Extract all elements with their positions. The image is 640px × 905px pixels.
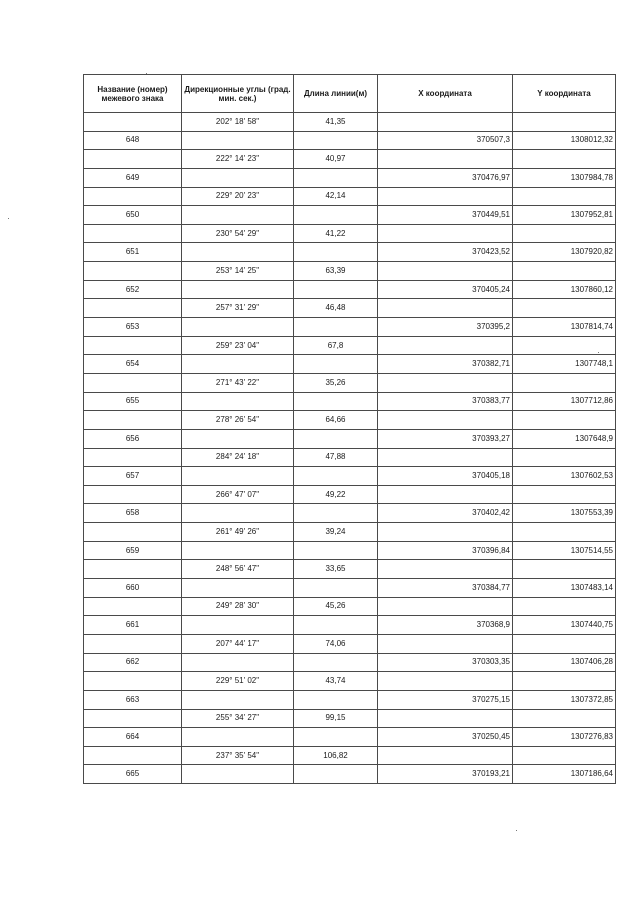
cell-point-name: 649 [84, 168, 182, 187]
cell-y-coordinate: 1307748,1 [513, 355, 616, 374]
cell-line-length: 46,48 [294, 299, 378, 318]
cell-point-name [84, 411, 182, 430]
cell-point-name [84, 597, 182, 616]
cell-direction-angle [182, 765, 294, 784]
cell-line-length [294, 318, 378, 337]
cell-line-length: 49,22 [294, 485, 378, 504]
cell-point-name [84, 113, 182, 132]
cell-direction-angle: 259° 23' 04" [182, 336, 294, 355]
cell-point-name: 663 [84, 690, 182, 709]
cell-y-coordinate: 1307952,81 [513, 206, 616, 225]
cell-x-coordinate [378, 634, 513, 653]
cell-x-coordinate [378, 672, 513, 691]
cell-direction-angle [182, 690, 294, 709]
cell-x-coordinate: 370275,15 [378, 690, 513, 709]
segment-row [84, 187, 616, 206]
cell-point-name: 655 [84, 392, 182, 411]
cell-direction-angle [182, 318, 294, 337]
cell-point-name: 665 [84, 765, 182, 784]
cell-direction-angle: 278° 26' 54" [182, 411, 294, 430]
cell-y-coordinate [513, 709, 616, 728]
point-row [84, 355, 616, 374]
cell-x-coordinate [378, 187, 513, 206]
cell-y-coordinate: 1308012,32 [513, 131, 616, 150]
cell-x-coordinate: 370383,77 [378, 392, 513, 411]
cell-line-length: 99,15 [294, 709, 378, 728]
cell-y-coordinate: 1307276,83 [513, 728, 616, 747]
cell-direction-angle: 207° 44' 17" [182, 634, 294, 653]
cell-x-coordinate: 370382,71 [378, 355, 513, 374]
segment-row [84, 709, 616, 728]
cell-direction-angle: 248° 56' 47" [182, 560, 294, 579]
cell-x-coordinate: 370396,84 [378, 541, 513, 560]
cell-point-name [84, 224, 182, 243]
cell-x-coordinate [378, 411, 513, 430]
cell-x-coordinate [378, 523, 513, 542]
point-row [84, 429, 616, 448]
segment-row [84, 597, 616, 616]
scan-speck [146, 73, 147, 74]
cell-point-name [84, 746, 182, 765]
cell-line-length [294, 690, 378, 709]
cell-line-length [294, 131, 378, 150]
cell-point-name: 664 [84, 728, 182, 747]
cell-direction-angle [182, 579, 294, 598]
cell-direction-angle [182, 429, 294, 448]
cell-line-length [294, 206, 378, 225]
cell-point-name: 651 [84, 243, 182, 262]
cell-y-coordinate: 1307984,78 [513, 168, 616, 187]
cell-direction-angle: 261° 49' 26" [182, 523, 294, 542]
segment-row [84, 336, 616, 355]
cell-point-name: 657 [84, 467, 182, 486]
cell-direction-angle [182, 504, 294, 523]
cell-y-coordinate [513, 523, 616, 542]
point-row [84, 243, 616, 262]
header-direction-angle: Дирекционные углы (град. мин. сек.) [182, 75, 294, 113]
point-row [84, 728, 616, 747]
cell-y-coordinate [513, 150, 616, 169]
cell-x-coordinate [378, 150, 513, 169]
cell-direction-angle: 271° 43' 22" [182, 373, 294, 392]
point-row [84, 392, 616, 411]
cell-line-length: 43,74 [294, 672, 378, 691]
cell-y-coordinate: 1307186,64 [513, 765, 616, 784]
segment-row [84, 411, 616, 430]
cell-x-coordinate [378, 113, 513, 132]
cell-y-coordinate [513, 336, 616, 355]
boundary-coordinates-table [83, 74, 616, 784]
cell-x-coordinate: 370193,21 [378, 765, 513, 784]
cell-point-name: 659 [84, 541, 182, 560]
cell-line-length: 106,82 [294, 746, 378, 765]
header-x-coordinate: X координата [378, 75, 513, 113]
segment-row [84, 485, 616, 504]
cell-y-coordinate: 1307514,55 [513, 541, 616, 560]
cell-direction-angle: 266° 47' 07" [182, 485, 294, 504]
cell-y-coordinate: 1307372,85 [513, 690, 616, 709]
cell-line-length [294, 765, 378, 784]
cell-point-name [84, 336, 182, 355]
segment-row [84, 113, 616, 132]
cell-x-coordinate [378, 597, 513, 616]
cell-y-coordinate: 1307712,86 [513, 392, 616, 411]
cell-y-coordinate: 1307553,39 [513, 504, 616, 523]
scan-speck [516, 830, 517, 831]
point-row [84, 541, 616, 560]
cell-line-length: 39,24 [294, 523, 378, 542]
cell-line-length: 63,39 [294, 262, 378, 281]
cell-point-name [84, 262, 182, 281]
cell-line-length [294, 653, 378, 672]
cell-x-coordinate [378, 262, 513, 281]
cell-direction-angle: 257° 31' 29" [182, 299, 294, 318]
cell-point-name: 656 [84, 429, 182, 448]
cell-direction-angle [182, 392, 294, 411]
point-row [84, 318, 616, 337]
cell-direction-angle: 255° 34' 27" [182, 709, 294, 728]
cell-line-length: 42,14 [294, 187, 378, 206]
cell-y-coordinate [513, 187, 616, 206]
cell-line-length: 45,26 [294, 597, 378, 616]
cell-line-length [294, 579, 378, 598]
segment-row [84, 672, 616, 691]
header-point-name: Название (номер) межевого знака [84, 75, 182, 113]
cell-line-length [294, 467, 378, 486]
segment-row [84, 746, 616, 765]
cell-point-name [84, 448, 182, 467]
cell-line-length: 64,66 [294, 411, 378, 430]
cell-line-length [294, 392, 378, 411]
cell-x-coordinate: 370393,27 [378, 429, 513, 448]
cell-x-coordinate: 370405,24 [378, 280, 513, 299]
cell-y-coordinate [513, 373, 616, 392]
point-row [84, 579, 616, 598]
cell-y-coordinate [513, 224, 616, 243]
cell-point-name: 661 [84, 616, 182, 635]
cell-line-length [294, 429, 378, 448]
cell-line-length [294, 355, 378, 374]
cell-y-coordinate [513, 262, 616, 281]
cell-line-length: 74,06 [294, 634, 378, 653]
cell-x-coordinate: 370368,9 [378, 616, 513, 635]
cell-y-coordinate [513, 634, 616, 653]
segment-row [84, 224, 616, 243]
cell-direction-angle [182, 131, 294, 150]
scan-speck [598, 352, 599, 353]
cell-direction-angle: 230° 54' 29" [182, 224, 294, 243]
segment-row [84, 448, 616, 467]
cell-line-length: 41,22 [294, 224, 378, 243]
cell-direction-angle: 222° 14' 23" [182, 150, 294, 169]
cell-y-coordinate: 1307648,9 [513, 429, 616, 448]
cell-y-coordinate: 1307920,82 [513, 243, 616, 262]
segment-row [84, 523, 616, 542]
point-row [84, 653, 616, 672]
cell-point-name [84, 373, 182, 392]
cell-point-name [84, 299, 182, 318]
cell-line-length: 41,35 [294, 113, 378, 132]
cell-line-length [294, 504, 378, 523]
cell-x-coordinate [378, 560, 513, 579]
cell-line-length: 35,26 [294, 373, 378, 392]
cell-direction-angle [182, 206, 294, 225]
cell-line-length [294, 541, 378, 560]
header-line-length: Длина линии(м) [294, 75, 378, 113]
segment-row [84, 634, 616, 653]
header-y-coordinate: Y координата [513, 75, 616, 113]
cell-point-name: 660 [84, 579, 182, 598]
cell-x-coordinate: 370303,35 [378, 653, 513, 672]
cell-x-coordinate: 370449,51 [378, 206, 513, 225]
cell-line-length [294, 243, 378, 262]
cell-line-length [294, 616, 378, 635]
cell-y-coordinate [513, 485, 616, 504]
cell-x-coordinate: 370507,3 [378, 131, 513, 150]
segment-row [84, 560, 616, 579]
cell-line-length: 67,8 [294, 336, 378, 355]
cell-point-name [84, 672, 182, 691]
point-row [84, 168, 616, 187]
cell-point-name: 648 [84, 131, 182, 150]
cell-y-coordinate [513, 560, 616, 579]
cell-y-coordinate [513, 746, 616, 765]
cell-x-coordinate [378, 336, 513, 355]
point-row [84, 616, 616, 635]
cell-y-coordinate: 1307440,75 [513, 616, 616, 635]
cell-x-coordinate [378, 299, 513, 318]
cell-direction-angle: 237° 35' 54" [182, 746, 294, 765]
cell-direction-angle: 229° 51' 02" [182, 672, 294, 691]
cell-direction-angle [182, 541, 294, 560]
cell-point-name: 652 [84, 280, 182, 299]
cell-x-coordinate: 370250,45 [378, 728, 513, 747]
cell-point-name [84, 634, 182, 653]
cell-x-coordinate: 370476,97 [378, 168, 513, 187]
cell-point-name [84, 150, 182, 169]
cell-point-name: 658 [84, 504, 182, 523]
cell-direction-angle: 284° 24' 18" [182, 448, 294, 467]
cell-x-coordinate: 370423,52 [378, 243, 513, 262]
cell-y-coordinate: 1307483,14 [513, 579, 616, 598]
table-header-row [84, 75, 616, 113]
scan-speck [8, 218, 9, 219]
cell-point-name: 654 [84, 355, 182, 374]
cell-line-length: 47,88 [294, 448, 378, 467]
cell-direction-angle [182, 653, 294, 672]
cell-x-coordinate: 370384,77 [378, 579, 513, 598]
cell-point-name: 650 [84, 206, 182, 225]
cell-line-length: 33,65 [294, 560, 378, 579]
cell-line-length: 40,97 [294, 150, 378, 169]
cell-point-name [84, 709, 182, 728]
cell-x-coordinate [378, 746, 513, 765]
segment-row [84, 373, 616, 392]
cell-line-length [294, 280, 378, 299]
cell-x-coordinate: 370402,42 [378, 504, 513, 523]
cell-point-name [84, 523, 182, 542]
point-row [84, 690, 616, 709]
cell-y-coordinate [513, 113, 616, 132]
cell-point-name [84, 187, 182, 206]
cell-y-coordinate: 1307602,53 [513, 467, 616, 486]
segment-row [84, 299, 616, 318]
cell-direction-angle [182, 280, 294, 299]
cell-direction-angle [182, 467, 294, 486]
cell-direction-angle: 253° 14' 25" [182, 262, 294, 281]
segment-row [84, 150, 616, 169]
point-row [84, 131, 616, 150]
segment-row [84, 262, 616, 281]
cell-y-coordinate [513, 411, 616, 430]
cell-point-name [84, 560, 182, 579]
point-row [84, 206, 616, 225]
cell-point-name [84, 485, 182, 504]
cell-line-length [294, 168, 378, 187]
point-row [84, 467, 616, 486]
point-row [84, 504, 616, 523]
cell-direction-angle: 202° 18' 58" [182, 113, 294, 132]
cell-line-length [294, 728, 378, 747]
cell-y-coordinate: 1307814,74 [513, 318, 616, 337]
cell-direction-angle [182, 243, 294, 262]
cell-x-coordinate [378, 485, 513, 504]
cell-x-coordinate [378, 224, 513, 243]
cell-point-name: 653 [84, 318, 182, 337]
cell-x-coordinate: 370395,2 [378, 318, 513, 337]
cell-direction-angle: 249° 28' 30" [182, 597, 294, 616]
cell-x-coordinate [378, 709, 513, 728]
cell-direction-angle [182, 355, 294, 374]
cell-y-coordinate [513, 597, 616, 616]
cell-x-coordinate [378, 373, 513, 392]
cell-point-name: 662 [84, 653, 182, 672]
cell-x-coordinate [378, 448, 513, 467]
cell-direction-angle: 229° 20' 23" [182, 187, 294, 206]
cell-direction-angle [182, 728, 294, 747]
cell-direction-angle [182, 616, 294, 635]
cell-x-coordinate: 370405,18 [378, 467, 513, 486]
point-row [84, 280, 616, 299]
cell-y-coordinate [513, 448, 616, 467]
cell-y-coordinate: 1307406,28 [513, 653, 616, 672]
point-row [84, 765, 616, 784]
cell-y-coordinate: 1307860,12 [513, 280, 616, 299]
cell-y-coordinate [513, 672, 616, 691]
table-body [84, 113, 616, 784]
cell-direction-angle [182, 168, 294, 187]
cell-y-coordinate [513, 299, 616, 318]
